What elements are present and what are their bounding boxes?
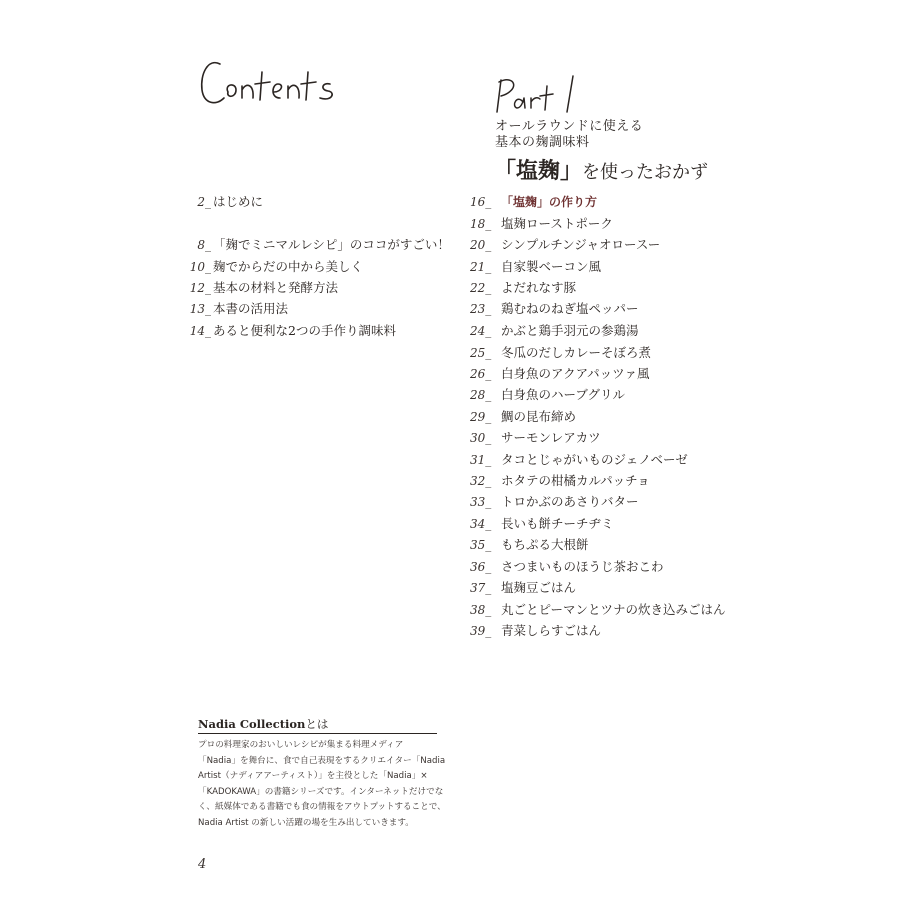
page-number: 4: [198, 857, 207, 872]
toc-entry[interactable]: [470, 429, 601, 447]
toc-title: あると便利な2つの手作り調味料: [213, 323, 396, 338]
toc-entry[interactable]: [470, 300, 639, 318]
toc-page-number: 35_: [470, 538, 492, 552]
toc-title: ホタテの柑橘カルパッチョ: [501, 473, 650, 488]
toc-title: はじめに: [213, 194, 264, 209]
toc-page-number: 25_: [470, 346, 492, 360]
toc-entry[interactable]: [470, 215, 613, 233]
toc-title: さつまいものほうじ茶おこわ: [501, 559, 664, 574]
toc-entry[interactable]: [470, 365, 650, 383]
toc-entry[interactable]: [470, 193, 597, 211]
toc-page-number: 2_: [197, 195, 211, 209]
toc-page-number: 30_: [470, 431, 492, 445]
toc-entry[interactable]: [470, 322, 639, 340]
toc-entry[interactable]: [470, 579, 576, 597]
toc-title: 白身魚のアクアパッツァ風: [501, 366, 650, 381]
toc-title: 青菜しらすごはん: [501, 623, 602, 638]
toc-title: よだれなす豚: [501, 280, 577, 295]
nadia-line: く、紙媒体である書籍でも食の情報をアウトプットすることで、: [198, 802, 446, 812]
toc-entry[interactable]: [470, 622, 601, 640]
toc-entry[interactable]: [163, 279, 338, 297]
toc-entry[interactable]: [470, 344, 651, 362]
toc-title: サーモンレアカツ: [501, 430, 601, 445]
toc-entry[interactable]: [470, 386, 625, 404]
nadia-line: 「KADOKAWA」の書籍シリーズです。インターネットだけでな: [198, 786, 444, 797]
toc-page-number: 24_: [470, 324, 492, 338]
toc-title: 自家製ベーコン風: [501, 259, 602, 274]
toc-page-number: 23_: [470, 302, 492, 316]
nadia-line: Artist（ナディアアーティスト）」を主役とした「Nadia」×: [198, 771, 428, 781]
toc-title: 鶏むねのねぎ塩ペッパー: [501, 301, 639, 316]
toc-page-number: 20_: [470, 238, 492, 252]
toc-title: タコとじゃがいものジェノベーゼ: [501, 452, 688, 467]
toc-page-number: 16_: [470, 195, 492, 209]
part-subtitle-line1: オールラウンドに使える: [495, 119, 644, 134]
toc-page-number: 37_: [470, 581, 492, 595]
part-subtitle-shiokoji: 「塩麹」: [494, 158, 583, 184]
nadia-line: 「Nadia」を舞台に、食で自己表現をするクリエイター「Nadia: [198, 755, 446, 766]
part-subtitle-rest: を使ったおかず: [582, 162, 709, 183]
toc-entry[interactable]: [163, 322, 396, 340]
nadia-divider: [198, 733, 437, 734]
toc-title: 塩麹豆ごはん: [501, 580, 577, 595]
toc-page-number: 13_: [189, 302, 211, 316]
toc-page-number: 32_: [470, 474, 492, 488]
toc-page-number: 28_: [470, 388, 492, 402]
toc-title: 基本の材料と発酵方法: [213, 280, 339, 295]
toc-page-number: 8_: [197, 238, 211, 252]
toc-page-number: 14_: [189, 324, 211, 338]
toc-entry[interactable]: [470, 472, 650, 490]
nadia-line: プロの料理家のおいしいレシピが集まる料理メディア: [198, 740, 404, 750]
toc-page-number: 18_: [470, 217, 492, 231]
toc-entry[interactable]: [470, 408, 576, 426]
toc-entry[interactable]: [470, 258, 601, 276]
nadia-heading-en: Nadia Collection: [198, 717, 306, 731]
toc-entry[interactable]: [163, 300, 288, 318]
toc-entry[interactable]: [470, 536, 589, 554]
toc-page-number: 39_: [470, 624, 492, 638]
nadia-line: Nadia Artist の新しい活躍の場を生み出していきます。: [198, 817, 414, 828]
toc-page-number: 38_: [470, 603, 492, 617]
toc-page-number: 34_: [470, 517, 492, 531]
toc-title: 丸ごとピーマンとツナの炊き込みごはん: [501, 602, 726, 617]
toc-page-number: 22_: [470, 281, 492, 295]
toc-entry[interactable]: [470, 236, 660, 254]
toc-title: 「塩麹」の作り方: [501, 195, 598, 209]
toc-page-number: 36_: [470, 560, 492, 574]
toc-page-number: 12_: [189, 281, 211, 295]
toc-title: かぶと鶏手羽元の参鶏湯: [501, 323, 639, 338]
toc-title: もちぷる大根餅: [501, 537, 589, 552]
toc-entry[interactable]: [163, 236, 450, 254]
toc-title: 本書の活用法: [213, 301, 289, 316]
toc-entry[interactable]: [163, 258, 363, 276]
toc-title: 鯛の昆布締め: [501, 409, 577, 424]
toc-title: 白身魚のハーブグリル: [501, 387, 626, 402]
nadia-collection-heading: [198, 716, 328, 732]
toc-entry[interactable]: [470, 451, 688, 469]
toc-entry[interactable]: [470, 601, 726, 619]
toc-page-number: 10_: [189, 260, 211, 274]
toc-entry[interactable]: [470, 493, 639, 511]
toc-entry[interactable]: [163, 193, 263, 211]
toc-title: 「麹でミニマルレシピ」のココがすごい！: [213, 237, 450, 252]
nadia-heading-ja: とは: [305, 717, 329, 731]
toc-title: トロかぶのあさりバター: [501, 494, 639, 509]
toc-page-number: 33_: [470, 495, 492, 509]
toc-page-number: 26_: [470, 367, 492, 381]
nadia-description: [198, 738, 448, 831]
toc-title: 長いも餅チーチヂミ: [501, 516, 614, 531]
toc-entry[interactable]: [470, 515, 614, 533]
toc-title: 冬瓜のだしカレーそぼろ煮: [501, 345, 652, 360]
toc-title: 麹でからだの中から美しく: [213, 259, 364, 274]
toc-title: シンプルチンジャオロースー: [501, 237, 661, 252]
toc-entry[interactable]: [470, 279, 576, 297]
toc-title: 塩麹ローストポーク: [501, 216, 613, 231]
toc-page-number: 21_: [470, 260, 492, 274]
toc-entry[interactable]: [470, 558, 664, 576]
part-subtitle-line2: 基本の麹調味料: [495, 135, 590, 150]
toc-page-number: 31_: [470, 453, 492, 467]
toc-page-number: 29_: [470, 410, 492, 424]
